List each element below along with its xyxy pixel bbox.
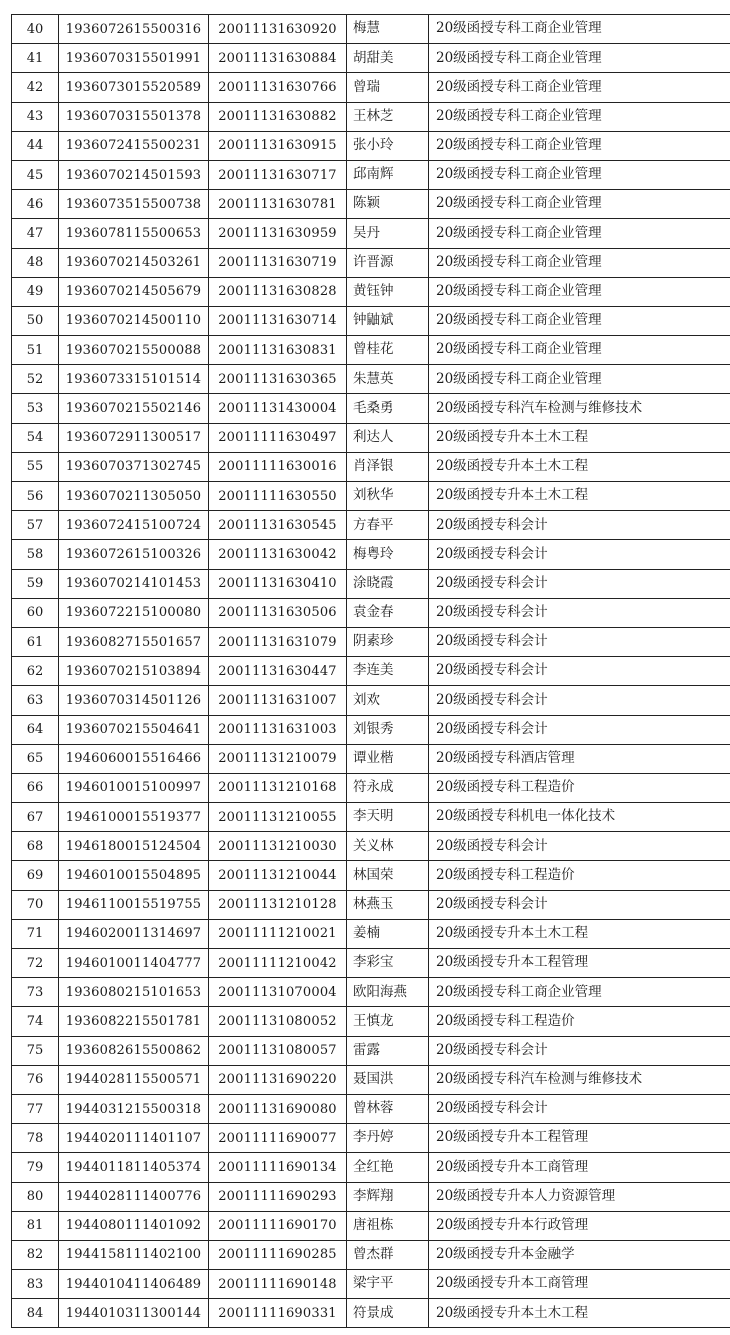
table-body: [12, 15, 730, 1328]
exam-number-cell: 1936082215501781: [59, 1007, 209, 1036]
major-cell: 20级函授专科工商企业管理: [429, 160, 730, 189]
table-row: [12, 949, 730, 978]
student-name-cell: 曾桂花: [347, 336, 429, 365]
table-row: [12, 394, 730, 423]
table-row: [12, 511, 730, 540]
student-name-cell: 李丹婷: [347, 1124, 429, 1153]
row-number-cell: 76: [12, 1065, 59, 1094]
student-id-cell: 20011131210030: [209, 832, 347, 861]
table-row: [12, 744, 730, 773]
student-name-cell: 林燕玉: [347, 890, 429, 919]
row-number-cell: 71: [12, 919, 59, 948]
major-cell: 20级函授专升本工商管理: [429, 1153, 730, 1182]
exam-number-cell: 1936070214101453: [59, 569, 209, 598]
table-row: [12, 773, 730, 802]
exam-number-cell: 1936072415100724: [59, 511, 209, 540]
exam-number-cell: 1936073015520589: [59, 73, 209, 102]
row-number-cell: 40: [12, 15, 59, 44]
row-number-cell: 75: [12, 1036, 59, 1065]
major-cell: 20级函授专升本金融学: [429, 1240, 730, 1269]
table-row: [12, 365, 730, 394]
student-name-cell: 黄钰钟: [347, 277, 429, 306]
exam-number-cell: 1936070215103894: [59, 657, 209, 686]
student-name-cell: 钟鼬斌: [347, 306, 429, 335]
table-row: [12, 657, 730, 686]
student-id-cell: 20011131630766: [209, 73, 347, 102]
row-number-cell: 80: [12, 1182, 59, 1211]
student-name-cell: 袁金春: [347, 598, 429, 627]
student-name-cell: 王慎龙: [347, 1007, 429, 1036]
row-number-cell: 82: [12, 1240, 59, 1269]
table-row: [12, 861, 730, 890]
student-name-cell: 曾杰群: [347, 1240, 429, 1269]
table-row: [12, 190, 730, 219]
student-id-cell: 20011131630882: [209, 102, 347, 131]
row-number-cell: 79: [12, 1153, 59, 1182]
table-row: [12, 627, 730, 656]
table-row: [12, 248, 730, 277]
student-name-cell: 李彩宝: [347, 949, 429, 978]
student-id-cell: 20011131630781: [209, 190, 347, 219]
major-cell: 20级函授专科工商企业管理: [429, 306, 730, 335]
student-id-cell: 20011131630042: [209, 540, 347, 569]
student-id-cell: 20011131630828: [209, 277, 347, 306]
row-number-cell: 50: [12, 306, 59, 335]
exam-number-cell: 1944020111401107: [59, 1124, 209, 1153]
student-table: [11, 14, 730, 1328]
student-id-cell: 20011131630506: [209, 598, 347, 627]
row-number-cell: 46: [12, 190, 59, 219]
row-number-cell: 69: [12, 861, 59, 890]
student-name-cell: 雷露: [347, 1036, 429, 1065]
student-name-cell: 曾林蓉: [347, 1094, 429, 1123]
student-id-cell: 20011131630719: [209, 248, 347, 277]
table-row: [12, 15, 730, 44]
exam-number-cell: 1946010015100997: [59, 773, 209, 802]
row-number-cell: 78: [12, 1124, 59, 1153]
student-id-cell: 20011131631079: [209, 627, 347, 656]
student-name-cell: 涂晓霞: [347, 569, 429, 598]
row-number-cell: 41: [12, 44, 59, 73]
student-id-cell: 20011131631003: [209, 715, 347, 744]
exam-number-cell: 1936078115500653: [59, 219, 209, 248]
major-cell: 20级函授专科工商企业管理: [429, 190, 730, 219]
table-row: [12, 715, 730, 744]
major-cell: 20级函授专科工商企业管理: [429, 15, 730, 44]
student-id-cell: 20011131630714: [209, 306, 347, 335]
student-name-cell: 许晋源: [347, 248, 429, 277]
table-row: [12, 978, 730, 1007]
row-number-cell: 48: [12, 248, 59, 277]
major-cell: 20级函授专科工商企业管理: [429, 336, 730, 365]
table-row: [12, 686, 730, 715]
student-name-cell: 胡甜美: [347, 44, 429, 73]
exam-number-cell: 1936082615500862: [59, 1036, 209, 1065]
row-number-cell: 72: [12, 949, 59, 978]
major-cell: 20级函授专科机电一体化技术: [429, 803, 730, 832]
student-name-cell: 聂国洪: [347, 1065, 429, 1094]
exam-number-cell: 1944028115500571: [59, 1065, 209, 1094]
major-cell: 20级函授专科汽车检测与维修技术: [429, 394, 730, 423]
exam-number-cell: 1936072911300517: [59, 423, 209, 452]
major-cell: 20级函授专科工程造价: [429, 861, 730, 890]
table-row: [12, 569, 730, 598]
exam-number-cell: 1944010311300144: [59, 1299, 209, 1328]
table-row: [12, 1124, 730, 1153]
row-number-cell: 64: [12, 715, 59, 744]
row-number-cell: 52: [12, 365, 59, 394]
row-number-cell: 65: [12, 744, 59, 773]
major-cell: 20级函授专科工商企业管理: [429, 73, 730, 102]
row-number-cell: 66: [12, 773, 59, 802]
major-cell: 20级函授专科会计: [429, 832, 730, 861]
table-row: [12, 598, 730, 627]
student-name-cell: 李连美: [347, 657, 429, 686]
student-id-cell: 20011131630915: [209, 131, 347, 160]
table-row: [12, 219, 730, 248]
table-row: [12, 73, 730, 102]
student-id-cell: 20011131630447: [209, 657, 347, 686]
major-cell: 20级函授专升本土木工程: [429, 919, 730, 948]
exam-number-cell: 1936080215101653: [59, 978, 209, 1007]
student-name-cell: 曾瑞: [347, 73, 429, 102]
row-number-cell: 84: [12, 1299, 59, 1328]
exam-number-cell: 1944011811405374: [59, 1153, 209, 1182]
row-number-cell: 43: [12, 102, 59, 131]
table-row: [12, 306, 730, 335]
student-id-cell: 20011131210079: [209, 744, 347, 773]
major-cell: 20级函授专科工商企业管理: [429, 219, 730, 248]
exam-number-cell: 1936070214501593: [59, 160, 209, 189]
exam-number-cell: 1936072615500316: [59, 15, 209, 44]
exam-number-cell: 1944010411406489: [59, 1270, 209, 1299]
major-cell: 20级函授专升本行政管理: [429, 1211, 730, 1240]
table-row: [12, 890, 730, 919]
major-cell: 20级函授专科工商企业管理: [429, 44, 730, 73]
student-id-cell: 20011131210044: [209, 861, 347, 890]
table-row: [12, 1240, 730, 1269]
row-number-cell: 42: [12, 73, 59, 102]
major-cell: 20级函授专科会计: [429, 1036, 730, 1065]
table-row: [12, 1299, 730, 1328]
major-cell: 20级函授专科会计: [429, 598, 730, 627]
row-number-cell: 55: [12, 452, 59, 481]
student-id-cell: 20011111630550: [209, 482, 347, 511]
student-id-cell: 20011111630497: [209, 423, 347, 452]
student-id-cell: 20011131630410: [209, 569, 347, 598]
row-number-cell: 49: [12, 277, 59, 306]
row-number-cell: 53: [12, 394, 59, 423]
row-number-cell: 59: [12, 569, 59, 598]
student-name-cell: 张小玲: [347, 131, 429, 160]
exam-number-cell: 1946010011404777: [59, 949, 209, 978]
exam-number-cell: 1936070314501126: [59, 686, 209, 715]
major-cell: 20级函授专升本土木工程: [429, 482, 730, 511]
row-number-cell: 70: [12, 890, 59, 919]
row-number-cell: 51: [12, 336, 59, 365]
major-cell: 20级函授专升本工商管理: [429, 1270, 730, 1299]
student-name-cell: 邱南辉: [347, 160, 429, 189]
student-name-cell: 毛桑勇: [347, 394, 429, 423]
student-name-cell: 李辉翔: [347, 1182, 429, 1211]
table-row: [12, 102, 730, 131]
exam-number-cell: 1944031215500318: [59, 1094, 209, 1123]
table-row: [12, 803, 730, 832]
student-name-cell: 阴素珍: [347, 627, 429, 656]
major-cell: 20级函授专科工商企业管理: [429, 248, 730, 277]
major-cell: 20级函授专科会计: [429, 890, 730, 919]
row-number-cell: 57: [12, 511, 59, 540]
row-number-cell: 63: [12, 686, 59, 715]
major-cell: 20级函授专科工商企业管理: [429, 102, 730, 131]
student-id-cell: 20011131631007: [209, 686, 347, 715]
table-row: [12, 277, 730, 306]
row-number-cell: 47: [12, 219, 59, 248]
table-row: [12, 452, 730, 481]
exam-number-cell: 1946180015124504: [59, 832, 209, 861]
student-name-cell: 梅慧: [347, 15, 429, 44]
exam-number-cell: 1944080111401092: [59, 1211, 209, 1240]
student-id-cell: 20011111690077: [209, 1124, 347, 1153]
table-row: [12, 1094, 730, 1123]
table-row: [12, 1182, 730, 1211]
row-number-cell: 44: [12, 131, 59, 160]
student-name-cell: 欧阳海燕: [347, 978, 429, 1007]
student-name-cell: 刘银秀: [347, 715, 429, 744]
major-cell: 20级函授专科会计: [429, 686, 730, 715]
student-id-cell: 20011131080052: [209, 1007, 347, 1036]
major-cell: 20级函授专科会计: [429, 569, 730, 598]
major-cell: 20级函授专科工商企业管理: [429, 131, 730, 160]
table-row: [12, 44, 730, 73]
exam-number-cell: 1936070214500110: [59, 306, 209, 335]
student-id-cell: 20011131630545: [209, 511, 347, 540]
table-row: [12, 482, 730, 511]
exam-number-cell: 1936070371302745: [59, 452, 209, 481]
table-row: [12, 1007, 730, 1036]
student-name-cell: 梁宇平: [347, 1270, 429, 1299]
row-number-cell: 54: [12, 423, 59, 452]
student-name-cell: 王林芝: [347, 102, 429, 131]
major-cell: 20级函授专升本工程管理: [429, 1124, 730, 1153]
table-row: [12, 336, 730, 365]
student-name-cell: 肖泽银: [347, 452, 429, 481]
exam-number-cell: 1936070211305050: [59, 482, 209, 511]
major-cell: 20级函授专科工程造价: [429, 1007, 730, 1036]
student-id-cell: 20011131630365: [209, 365, 347, 394]
student-name-cell: 姜楠: [347, 919, 429, 948]
row-number-cell: 83: [12, 1270, 59, 1299]
exam-number-cell: 1946060015516466: [59, 744, 209, 773]
row-number-cell: 81: [12, 1211, 59, 1240]
row-number-cell: 77: [12, 1094, 59, 1123]
student-name-cell: 梅粤玲: [347, 540, 429, 569]
major-cell: 20级函授专科会计: [429, 657, 730, 686]
major-cell: 20级函授专科会计: [429, 1094, 730, 1123]
exam-number-cell: 1936082715501657: [59, 627, 209, 656]
exam-number-cell: 1936072415500231: [59, 131, 209, 160]
student-id-cell: 20011111210042: [209, 949, 347, 978]
major-cell: 20级函授专科会计: [429, 627, 730, 656]
exam-number-cell: 1946020011314697: [59, 919, 209, 948]
student-id-cell: 20011131430004: [209, 394, 347, 423]
student-id-cell: 20011111690331: [209, 1299, 347, 1328]
row-number-cell: 73: [12, 978, 59, 1007]
table-row: [12, 1211, 730, 1240]
student-id-cell: 20011131690220: [209, 1065, 347, 1094]
student-name-cell: 吴丹: [347, 219, 429, 248]
student-name-cell: 利达人: [347, 423, 429, 452]
student-id-cell: 20011131630831: [209, 336, 347, 365]
student-name-cell: 林国荣: [347, 861, 429, 890]
student-name-cell: 关义林: [347, 832, 429, 861]
table-row: [12, 160, 730, 189]
exam-number-cell: 1936070215500088: [59, 336, 209, 365]
student-name-cell: 朱慧英: [347, 365, 429, 394]
table-row: [12, 1065, 730, 1094]
major-cell: 20级函授专科会计: [429, 511, 730, 540]
row-number-cell: 45: [12, 160, 59, 189]
major-cell: 20级函授专科工程造价: [429, 773, 730, 802]
student-id-cell: 20011131210168: [209, 773, 347, 802]
student-id-cell: 20011131630959: [209, 219, 347, 248]
major-cell: 20级函授专科汽车检测与维修技术: [429, 1065, 730, 1094]
student-id-cell: 20011131630717: [209, 160, 347, 189]
major-cell: 20级函授专升本土木工程: [429, 1299, 730, 1328]
student-id-cell: 20011111690293: [209, 1182, 347, 1211]
student-id-cell: 20011131070004: [209, 978, 347, 1007]
student-name-cell: 李天明: [347, 803, 429, 832]
student-id-cell: 20011111210021: [209, 919, 347, 948]
row-number-cell: 74: [12, 1007, 59, 1036]
student-id-cell: 20011131690080: [209, 1094, 347, 1123]
exam-number-cell: 1936070214503261: [59, 248, 209, 277]
table-row: [12, 131, 730, 160]
row-number-cell: 61: [12, 627, 59, 656]
major-cell: 20级函授专升本人力资源管理: [429, 1182, 730, 1211]
table-row: [12, 1036, 730, 1065]
table-row: [12, 919, 730, 948]
exam-number-cell: 1936073515500738: [59, 190, 209, 219]
student-id-cell: 20011111690148: [209, 1270, 347, 1299]
exam-number-cell: 1946100015519377: [59, 803, 209, 832]
major-cell: 20级函授专科工商企业管理: [429, 978, 730, 1007]
table-row: [12, 1153, 730, 1182]
exam-number-cell: 1936070215504641: [59, 715, 209, 744]
student-name-cell: 陈颖: [347, 190, 429, 219]
student-id-cell: 20011131630884: [209, 44, 347, 73]
student-id-cell: 20011111690134: [209, 1153, 347, 1182]
student-id-cell: 20011131210055: [209, 803, 347, 832]
row-number-cell: 62: [12, 657, 59, 686]
student-id-cell: 20011131630920: [209, 15, 347, 44]
row-number-cell: 56: [12, 482, 59, 511]
exam-number-cell: 1946010015504895: [59, 861, 209, 890]
student-name-cell: 方春平: [347, 511, 429, 540]
table-row: [12, 832, 730, 861]
student-id-cell: 20011131210128: [209, 890, 347, 919]
student-name-cell: 刘欢: [347, 686, 429, 715]
table-row: [12, 423, 730, 452]
exam-number-cell: 1936070315501991: [59, 44, 209, 73]
row-number-cell: 60: [12, 598, 59, 627]
row-number-cell: 67: [12, 803, 59, 832]
student-name-cell: 唐祖栋: [347, 1211, 429, 1240]
table-row: [12, 540, 730, 569]
major-cell: 20级函授专科会计: [429, 715, 730, 744]
exam-number-cell: 1936073315101514: [59, 365, 209, 394]
exam-number-cell: 1936070215502146: [59, 394, 209, 423]
row-number-cell: 58: [12, 540, 59, 569]
student-name-cell: 符永成: [347, 773, 429, 802]
exam-number-cell: 1936070315501378: [59, 102, 209, 131]
exam-number-cell: 1944028111400776: [59, 1182, 209, 1211]
exam-number-cell: 1936072215100080: [59, 598, 209, 627]
student-name-cell: 符景成: [347, 1299, 429, 1328]
student-id-cell: 20011131080057: [209, 1036, 347, 1065]
major-cell: 20级函授专升本工程管理: [429, 949, 730, 978]
major-cell: 20级函授专科酒店管理: [429, 744, 730, 773]
exam-number-cell: 1936072615100326: [59, 540, 209, 569]
exam-number-cell: 1944158111402100: [59, 1240, 209, 1269]
major-cell: 20级函授专科会计: [429, 540, 730, 569]
table-row: [12, 1270, 730, 1299]
student-name-cell: 谭业楷: [347, 744, 429, 773]
exam-number-cell: 1936070214505679: [59, 277, 209, 306]
major-cell: 20级函授专科工商企业管理: [429, 277, 730, 306]
major-cell: 20级函授专升本土木工程: [429, 423, 730, 452]
exam-number-cell: 1946110015519755: [59, 890, 209, 919]
major-cell: 20级函授专科工商企业管理: [429, 365, 730, 394]
student-id-cell: 20011111630016: [209, 452, 347, 481]
student-id-cell: 20011111690285: [209, 1240, 347, 1269]
student-name-cell: 刘秋华: [347, 482, 429, 511]
student-id-cell: 20011111690170: [209, 1211, 347, 1240]
row-number-cell: 68: [12, 832, 59, 861]
major-cell: 20级函授专升本土木工程: [429, 452, 730, 481]
student-name-cell: 全红艳: [347, 1153, 429, 1182]
